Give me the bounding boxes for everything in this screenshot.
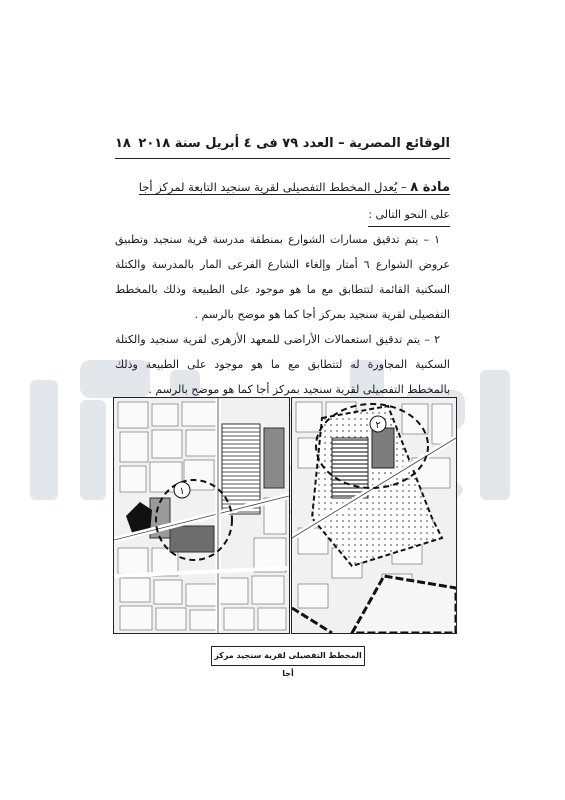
article-item-2: ٢ – يتم تدقيق استعمالات الأراضى للمعهد الأزهرى لقرية سنجيد والكتلة السكنية المجاورة له لتتطابق مع ما هو موجود على الطبيعة وذلك بالمخطط التفصيلى لقرية سنجيد بمركز أجا كما هو موضح بالرسم . [115,333,450,396]
article-title [139,180,450,195]
article-body [115,175,450,402]
article-continuation: على النحو التالى : [368,204,450,227]
map-plan-1-drawing [114,398,289,633]
map-2-marker: ٢ [375,420,381,431]
page-header [115,132,450,154]
article-label: مادة ٨ [410,180,450,195]
map-caption: المخطط التفصيلى لقرية سنجيد مركز أجا [211,646,365,666]
publication-title: الوقائع المصرية – العدد ٧٩ فى ٤ أبريل سنة ٢٠١٨ [138,135,450,151]
header-divider [115,158,450,159]
article-item-1: ١ – يتم تدقيق مسارات الشوارع بمنطقة مدرسة قرية سنجيد وتطبيق عروض الشوارع ٦ أمتار وإلغاء الشارع الفرعى المار بالمدرسة والكتلة السكنية القائمة لتتطابق مع ما هو موجود على الطبيعة وذلك بالمخطط التفصيلى لقرية سنجيد بمركز أجا كما هو موضح بالرسم . [115,233,450,321]
page-number: ١٨ [115,135,131,151]
map-plan-2 [291,397,457,634]
map-plan-1 [113,397,290,634]
article-title-text: – يُعدل المخطط التفصيلى لقرية سنجيد التابعة لمركز أجا [138,180,411,194]
map-plan-2-drawing [292,398,456,633]
map-1-marker: ١ [179,486,185,497]
